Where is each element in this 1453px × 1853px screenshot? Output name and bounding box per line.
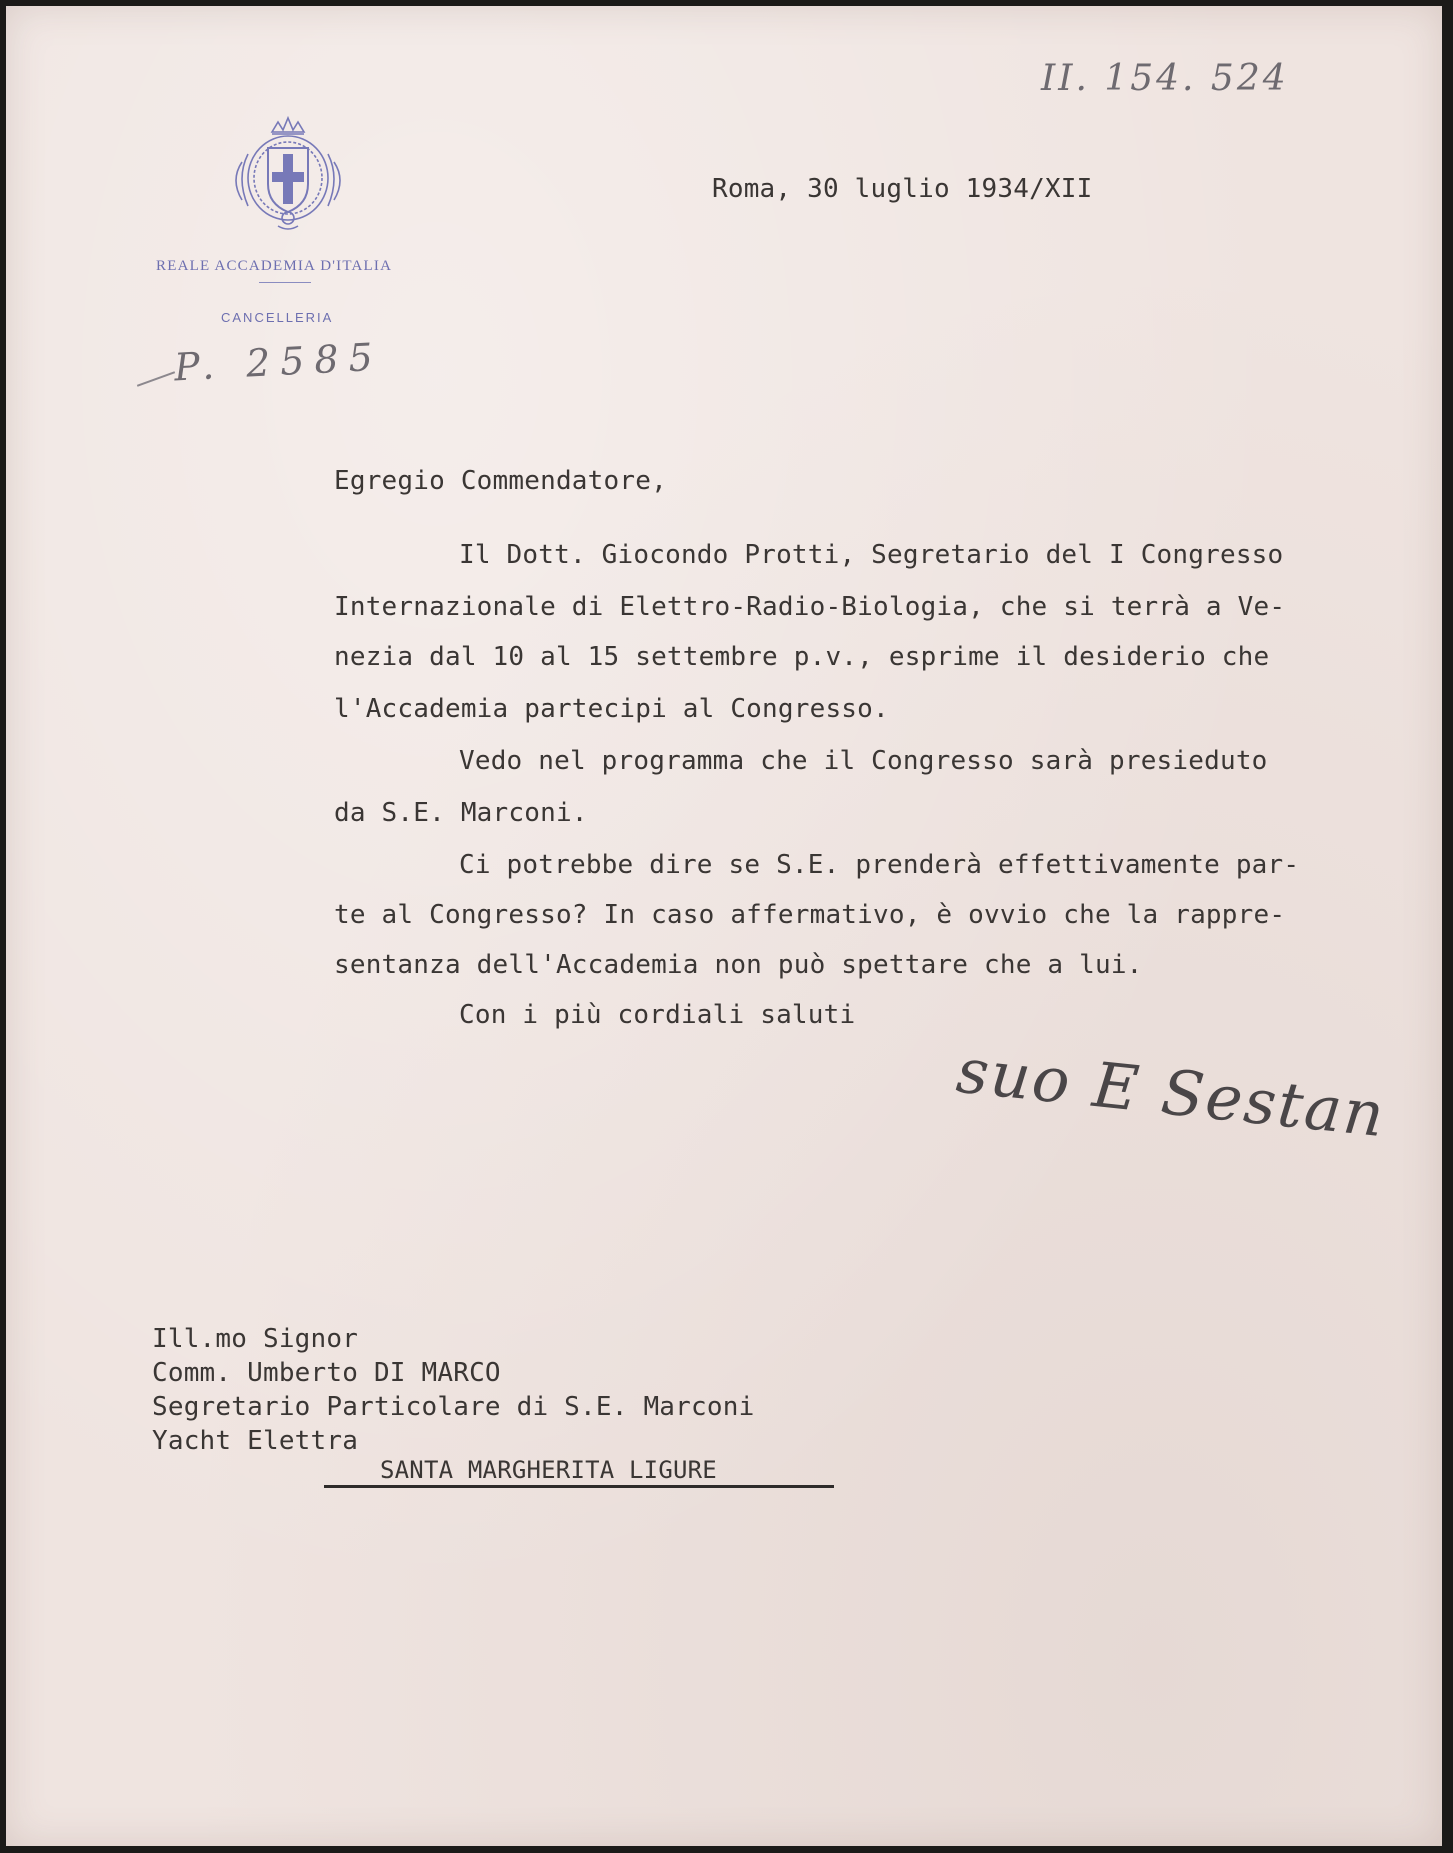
letterhead-divider bbox=[259, 282, 311, 283]
body-line: nezia dal 10 al 15 settembre p.v., esprime il desiderio che bbox=[334, 642, 1270, 672]
body-line: Il Dott. Giocondo Protti, Segretario del I Congresso bbox=[459, 540, 1284, 570]
archive-reference: II. 154. 524 bbox=[1041, 58, 1289, 99]
protocol-number: P. 2585 bbox=[172, 334, 384, 390]
date-line: Roma, 30 luglio 1934/XII bbox=[712, 174, 1093, 204]
letterhead-office: CANCELLERIA bbox=[221, 310, 334, 325]
body-line: Vedo nel programma che il Congresso sarà presieduto bbox=[459, 746, 1268, 776]
crest-emblem bbox=[228, 114, 348, 236]
address-line: Segretario Particolare di S.E. Marconi bbox=[152, 1392, 755, 1422]
body-line: Internazionale di Elettro-Radio-Biologia, che si terrà a Ve- bbox=[334, 592, 1286, 622]
body-line: sentanza dell'Accademia non può spettare che a lui. bbox=[334, 950, 1143, 980]
body-line: Ci potrebbe dire se S.E. prenderà effettivamente par- bbox=[459, 850, 1300, 880]
body-line: da S.E. Marconi. bbox=[334, 798, 588, 828]
body-line: l'Accademia partecipi al Congresso. bbox=[334, 694, 889, 724]
letterhead-institution: REALE ACCADEMIA D'ITALIA bbox=[156, 258, 393, 274]
pencil-stroke bbox=[137, 371, 175, 387]
letter-page bbox=[6, 6, 1442, 1846]
address-line: Yacht Elettra bbox=[152, 1426, 359, 1456]
address-city: SANTA MARGHERITA LIGURE bbox=[380, 1456, 717, 1484]
signature: suo E Sestan bbox=[953, 1033, 1390, 1152]
address-underline bbox=[324, 1485, 834, 1488]
body-line: Con i più cordiali saluti bbox=[459, 1000, 856, 1030]
salutation: Egregio Commendatore, bbox=[334, 466, 667, 496]
body-line: te al Congresso? In caso affermativo, è ovvio che la rappre- bbox=[334, 900, 1286, 930]
address-line: Comm. Umberto DI MARCO bbox=[152, 1358, 501, 1388]
address-line: Ill.mo Signor bbox=[152, 1324, 359, 1354]
